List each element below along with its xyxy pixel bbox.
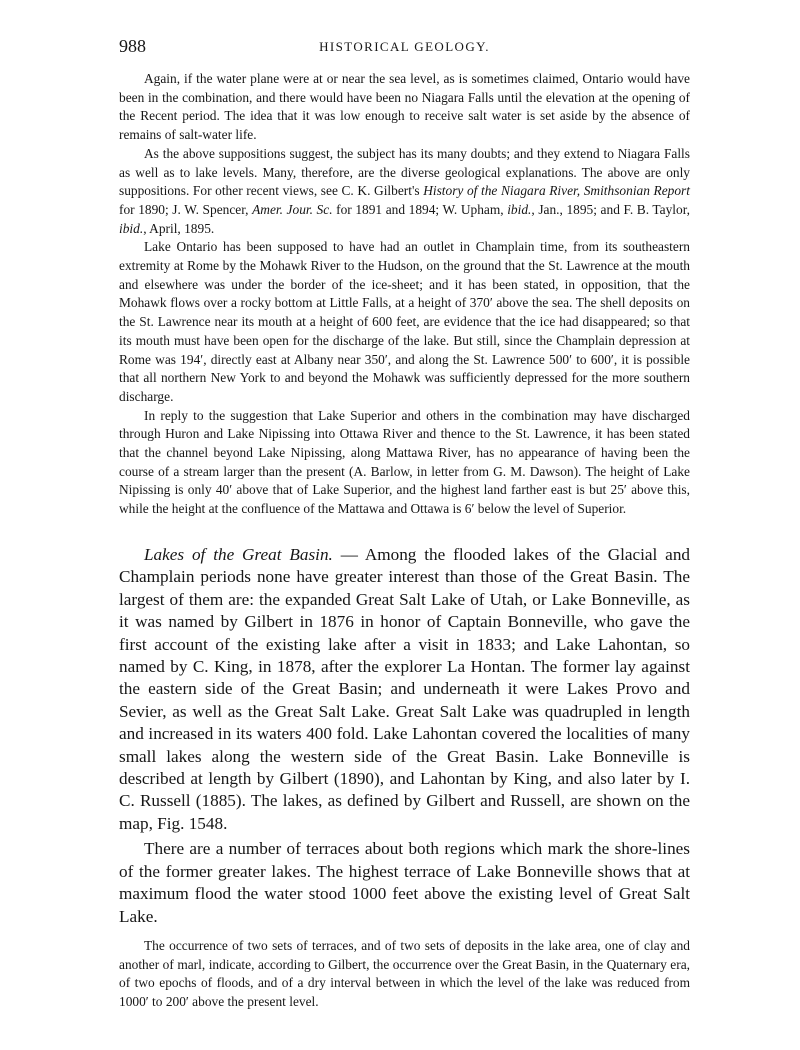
text-run: for 1890; J. W. Spencer, [119,201,253,217]
running-title: HISTORICAL GEOLOGY. [319,39,490,54]
citation-title: ibid. [119,220,144,236]
paragraph: Lake Ontario has been supposed to have had an outlet in Champlain time, from its southeastern extremity at Rome by the Mohawk River to the Hudson, on the ground that the St. Lawrence at the mouth and elsewhere was under the border of the ice-sheet; and it has been stated, in opposition, that the Mohawk flows over a rocky bottom at Little Falls, at a height of 370′ above the sea. The shell deposits on the St. Lawrence near its mouth at a height of 600 feet, are evidence that the ice had disappeared; so that its mouth must have been open for the discharge of the lake. But still, since the Champlain depression at Rome was 194′, directly east at Albany near 350′, and along the St. Lawrence 500′ to 600′, it is possible that all northern New York to and beyond the Mohawk was sufficiently depressed for the more southern discharge. [119,239,690,404]
text-run: — Among the flooded lakes of the Glacial and Champlain periods none have greater interest than those of the Great Basin. The largest of them are: the expanded Great Salt Lake of Utah, or Lake Bonneville, as it was named by Gilbert in 1876 in honor of Captain Bonneville, who gave the first account of the existing lake after a visit in 1833; and Lake Lahontan, so named by C. King, in 1878, after the explorer La Hontan. The former lay against the eastern side of the Great Basin; and underneath it were Lakes Provo and Sevier, as well as the Great Salt Lake. Great Salt Lake was quadrupled in length and increased in its waters 400 fold. Lake Lahontan covered the localities of many small lakes along the western side of the Great Basin. Lake Bonneville is described at length by Gilbert (1890), and Lahontan by King, and also later by I. C. Russell (1885). The lakes, as defined by Gilbert and Russell, are shown on the map, Fig. 1548. [119,545,691,833]
text-run: As the above suppositions suggest, the subject has its many doubts; and they extend to Niagara Falls as well as to lake levels. Many, therefore, are the diverse geological explanations. The above are only suppositions. For other recent views, see C. K. Gilbert's [119,145,690,199]
citation-title: History of the Niagara River, Smithsonian Report [423,183,690,199]
paragraph: There are a number of terraces about both regions which mark the shore-lines of the former greater lakes. The highest terrace of Lake Bonneville shows that at maximum flood the water stood 1000 feet above the existing level of Great Salt Lake. [119,839,690,926]
footnote-text-block [119,937,690,1012]
citation-title: ibid. [507,201,532,217]
citation-title: Amer. Jour. Sc. [252,201,333,217]
section-heading: Lakes of the Great Basin. [144,545,333,564]
paragraph [119,544,690,835]
main-text-block [119,544,690,928]
text-run: , April, 1895. [143,220,215,236]
text-run: , Jan., 1895; and F. B. Taylor, [531,201,690,217]
paragraph: The occurrence of two sets of terraces, and of two sets of deposits in the lake area, one of clay and another of marl, indicate, according to Gilbert, the occurrence over the Great Basin, in the Quaternary era, of two epochs of floods, and of a dry interval between in which the level of the lake was reduced from 1000′ to 200′ above the present level. [119,938,690,1010]
text-run: for 1891 and 1894; W. Upham, [332,201,508,217]
paragraph: In reply to the suggestion that Lake Superior and others in the combination may have discharged through Huron and Lake Nipissing into Ottawa River and thence to the St. Lawrence, it has been stated that the channel beyond Lake Nipissing, along Mattawa River, has no appearance of having been the course of a stream larger than the present (A. Barlow, in letter from G. M. Dawson). The height of Lake Nipissing is only 40′ above that of Lake Superior, and the highest land farther east is but 25′ above this, while the height at the confluence of the Mattawa and Ottawa is 6′ below the level of Superior. [119,407,690,517]
page-header [119,36,690,58]
paragraph: Again, if the water plane were at or near the sea level, as is sometimes claimed, Ontario would have been in the combination, and there would have been no Niagara Falls until the elevation at the opening of the Recent period. The idea that it was low enough to receive salt water is set aside by the absence of remains of salt-water life. [119,71,690,143]
small-text-block [119,70,690,519]
paragraph [119,145,690,239]
page-number: 988 [119,36,146,56]
